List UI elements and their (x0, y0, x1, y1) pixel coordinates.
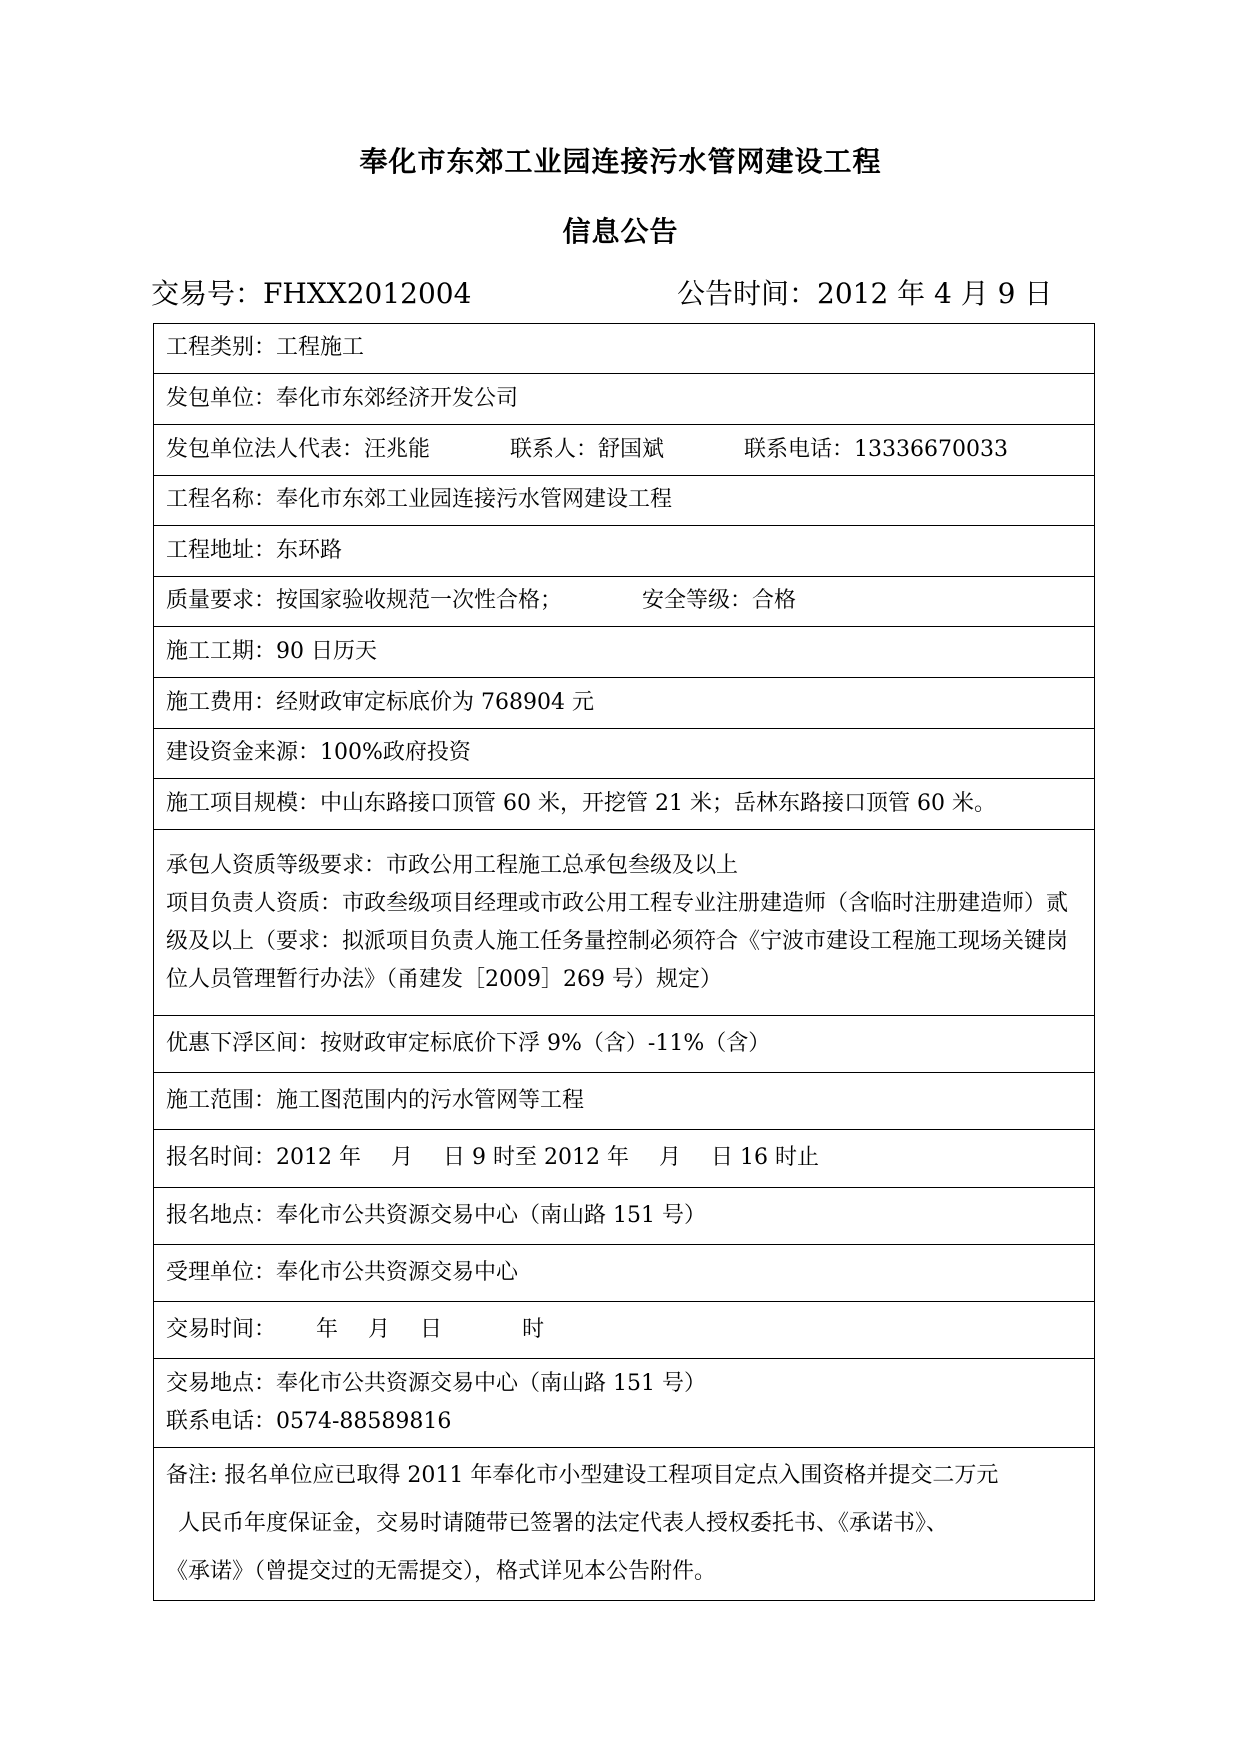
trade-time-month: 月 (368, 1316, 391, 1342)
registration-day-hour-2: 日 16 时止 (710, 1145, 819, 1171)
table-row (154, 1016, 1095, 1073)
table-row (154, 1448, 1095, 1601)
quality-requirement: 质量要求：按国家验收规范一次性合格； (166, 588, 563, 614)
trade-time-cell (154, 1302, 1095, 1359)
table-row (154, 729, 1095, 779)
contact-person: 联系人：舒国斌 (510, 436, 665, 462)
announce-time: 公告时间：2012 年 4 月 9 日 (677, 277, 1053, 310)
contractor-qualification: 承包人资质等级要求：市政公用工程施工总承包叁级及以上 (166, 852, 739, 878)
table-row (154, 1130, 1095, 1188)
trade-time-year: 年 (316, 1316, 339, 1342)
table-row (154, 678, 1095, 729)
registration-day-hour-1: 日 9 时至 2012 年 (443, 1145, 629, 1171)
manager-qualification: 项目负责人资质：市政叁级项目经理或市政公用工程专业注册建造师（含临时注册建造师）贰级及以上（要求：拟派项目负责人施工任务量控制必须符合《宁波市建设工程施工现场关键岗位人员管理暂行办法》（甬建发［2009］269 号）规定） (166, 890, 1069, 992)
table-row (154, 779, 1095, 830)
table-row (154, 324, 1095, 374)
fund-source-cell: 建设资金来源：100%政府投资 (154, 729, 1095, 779)
page-subtitle: 信息公告 (562, 215, 679, 248)
table-row (154, 425, 1095, 476)
registration-month-1: 月 (390, 1145, 413, 1171)
safety-level: 安全等级：合格 (642, 588, 797, 614)
note-cell (154, 1448, 1095, 1601)
registration-place-cell: 报名地点：奉化市公共资源交易中心（南山路 151 号） (154, 1188, 1095, 1245)
legal-rep: 发包单位法人代表：汪兆能 (166, 436, 431, 462)
note-line: 人民币年度保证金，交易时请随带已签署的法定代表人授权委托书、《承诺书》、 (178, 1511, 949, 1536)
quality-row-cell (154, 577, 1095, 627)
table-row (154, 577, 1095, 627)
table-row (154, 1188, 1095, 1245)
project-name-cell: 工程名称：奉化市东郊工业园连接污水管网建设工程 (154, 476, 1095, 526)
table-row (154, 476, 1095, 526)
acceptance-unit-cell: 受理单位：奉化市公共资源交易中心 (154, 1245, 1095, 1302)
table-row (154, 374, 1095, 425)
trade-place-cell (154, 1359, 1095, 1448)
trade-number: 交易号：FHXX2012004 (151, 277, 472, 310)
note-line: 《承诺》（曾提交过的无需提交），格式详见本公告附件。 (166, 1559, 717, 1584)
table-row (154, 1073, 1095, 1130)
table-row (154, 1359, 1095, 1448)
table-row (154, 1302, 1095, 1359)
discount-range-cell: 优惠下浮区间：按财政审定标底价下浮 9%（含）-11%（含） (154, 1016, 1095, 1073)
trade-phone: 联系电话：0574-88589816 (166, 1409, 452, 1434)
contact-phone: 联系电话：13336670033 (744, 436, 1008, 462)
client-cell: 发包单位：奉化市东郊经济开发公司 (154, 374, 1095, 425)
registration-month-2: 月 (658, 1145, 681, 1171)
qualification-cell (154, 830, 1095, 1016)
trade-time-label: 交易时间： (166, 1316, 277, 1342)
note-line: 备注: 报名单位应已取得 2011 年奉化市小型建设工程项目定点入围资格并提交二万元 (166, 1463, 999, 1488)
table-row (154, 526, 1095, 577)
trade-place: 交易地点：奉化市公共资源交易中心（南山路 151 号） (166, 1371, 706, 1396)
table-row (154, 627, 1095, 678)
table-row (154, 1245, 1095, 1302)
duration-cell: 施工工期：90 日历天 (154, 627, 1095, 678)
cost-cell: 施工费用：经财政审定标底价为 768904 元 (154, 678, 1095, 729)
project-address-cell: 工程地址：东环路 (154, 526, 1095, 577)
scale-cell: 施工项目规模：中山东路接口顶管 60 米，开挖管 21 米；岳林东路接口顶管 60 米。 (154, 779, 1095, 830)
info-table (153, 323, 1095, 1601)
trade-time-day: 日 (420, 1316, 443, 1342)
scope-cell: 施工范围：施工图范围内的污水管网等工程 (154, 1073, 1095, 1130)
registration-time-cell (154, 1130, 1095, 1188)
trade-time-hour: 时 (522, 1316, 545, 1342)
contact-row-cell (154, 425, 1095, 476)
category-cell: 工程类别：工程施工 (154, 324, 1095, 374)
page-title: 奉化市东郊工业园连接污水管网建设工程 (359, 145, 882, 178)
registration-time-label: 报名时间：2012 年 (166, 1145, 361, 1171)
table-row (154, 830, 1095, 1016)
